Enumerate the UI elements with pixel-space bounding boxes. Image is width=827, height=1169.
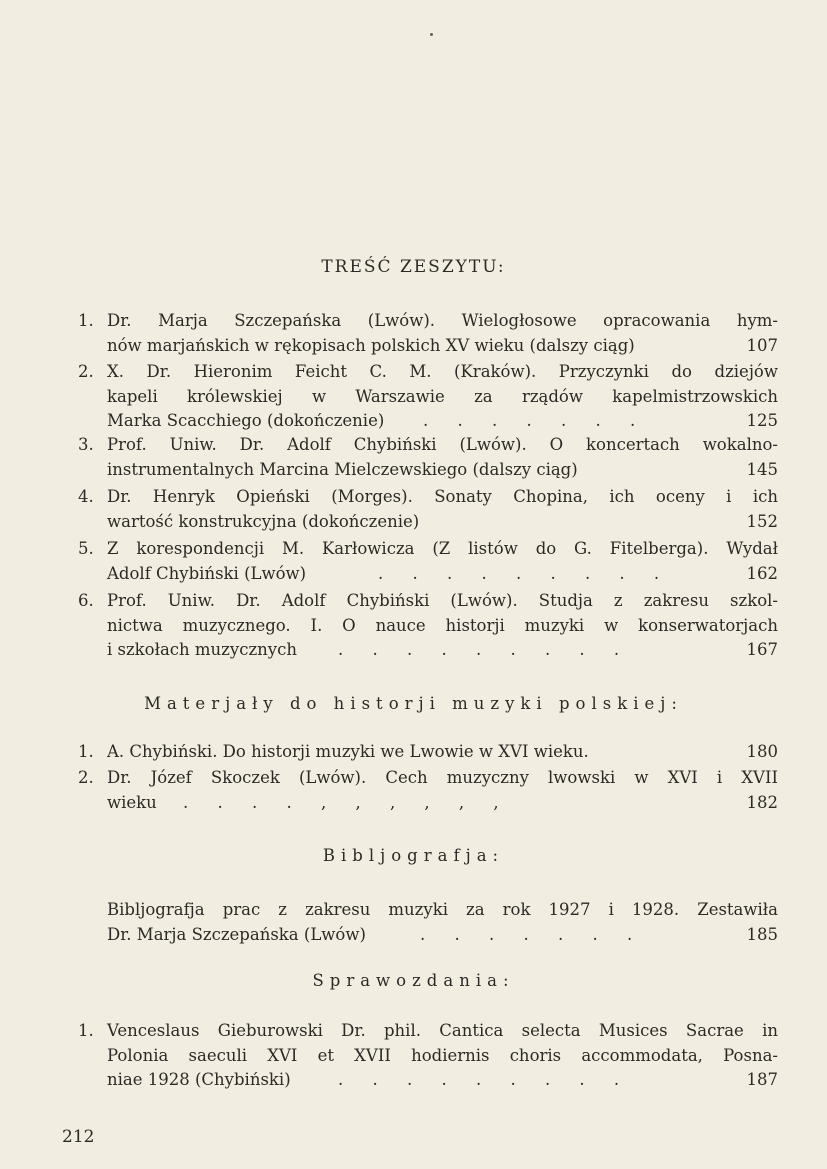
entry-number: 1.: [78, 1021, 94, 1040]
materials-item-2: [78, 766, 778, 815]
section-heading-materials: Materjały do historji muzyki polskiej:: [144, 694, 683, 713]
entry-line-text: Adolf Chybiński (Lwów): [107, 563, 307, 583]
entry-line-last: [78, 791, 778, 816]
entry-number: 2.: [78, 768, 94, 787]
entry-line-text: A. Chybiński. Do historji muzyki we Lwowie w XVI wieku.: [107, 742, 589, 761]
entry-line-last: [78, 510, 778, 535]
entry-line: X. Dr. Hieronim Feicht C. M. (Kraków). Przyczynki do dziejów: [107, 362, 778, 381]
page-title: TREŚĆ ZESZYTU:: [321, 257, 506, 277]
leader-commas: . . . . , , , , , ,: [183, 792, 511, 812]
entry-line-last: [78, 458, 778, 483]
leader-dots: . . . . . . . . .: [338, 1070, 632, 1089]
ink-speck: [430, 33, 433, 36]
entry-line-text: wieku: [107, 792, 157, 812]
page-folio: 212: [62, 1127, 95, 1147]
entry-line-text: niae 1928 (Chybiński): [107, 1070, 291, 1089]
entry-line-text: nów marjańskich w rękopisach polskich XV wieku (dalszy ciąg): [107, 335, 635, 355]
toc-entry-2: [78, 360, 778, 434]
entry-line-last: [78, 740, 778, 765]
entry-line-last: [78, 923, 778, 948]
page-number: 187: [746, 1070, 778, 1089]
entry-line-last: [78, 409, 778, 434]
entry-line-last: [78, 638, 778, 663]
leader-dots: . . . . . . . . .: [338, 640, 632, 659]
entry-number: 6.: [78, 591, 94, 610]
page-number: 185: [746, 924, 778, 944]
page-number: 167: [746, 640, 778, 659]
entry-line: nictwa muzycznego. I. O nauce historji muzyki w konserwatorjach: [107, 615, 778, 635]
entry-line-last: [78, 562, 778, 587]
bibliography-entry: [78, 898, 778, 947]
entry-number: 4.: [78, 487, 94, 506]
leader-dots: . . . . . . . . .: [378, 563, 672, 583]
entry-number: 1.: [78, 742, 94, 761]
entry-line: Dr. Marja Szczepańska (Lwów). Wielogłosowe opracowania hym-: [107, 311, 778, 330]
leader-dots: . . . . . . .: [420, 924, 645, 944]
entry-line: Z korespondencji M. Karłowicza (Z listów do G. Fitelberga). Wydał: [107, 539, 778, 558]
entry-number: 2.: [78, 362, 94, 381]
toc-entry-4: [78, 485, 778, 534]
page-number: 182: [746, 792, 778, 812]
page-number: 145: [746, 459, 778, 479]
entry-line-text: Dr. Marja Szczepańska (Lwów): [107, 924, 366, 944]
entry-line-text: Marka Scacchiego (dokończenie): [107, 411, 385, 430]
reports-item-1: [78, 1019, 778, 1093]
entry-line-last: [78, 1068, 778, 1093]
toc-entry-3: [78, 433, 778, 482]
toc-entry-1: [78, 309, 778, 358]
section-heading-bibliography: Bibljografja:: [322, 846, 505, 865]
section-heading-reports: Sprawozdania:: [312, 971, 515, 990]
page-number: 152: [746, 511, 778, 531]
entry-line-text: instrumentalnych Marcina Mielczewskiego (dalszy ciąg): [107, 459, 578, 479]
page-number: 162: [746, 563, 778, 583]
entry-line: kapeli królewskiej w Warszawie za rządów kapelmistrzowskich: [107, 386, 778, 406]
entry-number: 3.: [78, 435, 94, 454]
entry-line-text: i szkołach muzycznych: [107, 640, 297, 659]
leader-dots: . . . . . . .: [423, 411, 648, 430]
entry-line-text: wartość konstrukcyjna (dokończenie): [107, 511, 420, 531]
entry-line: Bibljografja prac z zakresu muzyki za rok 1927 i 1928. Zestawiła: [107, 900, 778, 919]
entry-line: Polonia saeculi XVI et XVII hodiernis choris accommodata, Posna-: [107, 1045, 778, 1065]
materials-item-1: [78, 740, 778, 765]
entry-line: Prof. Uniw. Dr. Adolf Chybiński (Lwów). Studja z zakresu szkol-: [107, 591, 778, 610]
entry-line: Venceslaus Gieburowski Dr. phil. Cantica selecta Musices Sacrae in: [107, 1021, 778, 1040]
page-number: 107: [746, 335, 778, 355]
toc-entry-5: [78, 537, 778, 586]
entry-line-last: [78, 334, 778, 359]
entry-line: Dr. Józef Skoczek (Lwów). Cech muzyczny lwowski w XVI i XVII: [107, 768, 778, 787]
toc-entry-6: [78, 589, 778, 663]
page-number: 125: [746, 411, 778, 430]
entry-number: 1.: [78, 311, 94, 330]
entry-number: 5.: [78, 539, 94, 558]
entry-line: Dr. Henryk Opieński (Morges). Sonaty Chopina, ich oceny i ich: [107, 487, 778, 506]
page-number: 180: [746, 742, 778, 761]
entry-line: Prof. Uniw. Dr. Adolf Chybiński (Lwów). O koncertach wokalno-: [107, 435, 778, 454]
